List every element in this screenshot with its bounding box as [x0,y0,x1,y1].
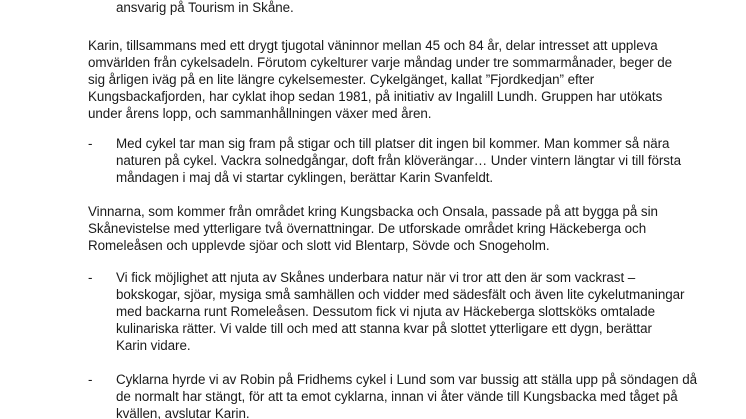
paragraph-line: omvärlden från cykelsadeln. Förutom cykelturer varje måndag under tre sommarmånader, beger de [88,55,673,70]
quote-line: kvällen, avslutar Karin. [116,406,250,419]
paragraph-line: under årens lopp, och sammanhållningen växer med åren. [88,106,432,121]
paragraph-line: sig årligen iväg på en lite längre cykelsemester. Cykelgänget, kallat ”Fjordkedjan” efter [88,72,595,87]
quote-line: de normalt har stängt, för att ta emot cyklarna, innan vi åter vände till Kungsbacka med tåget på [116,389,678,404]
quote-line: Cyklarna hyrde vi av Robin på Fridhems cykel i Lund som var bussig att ställa upp på söndagen då [116,372,697,387]
quote-continuation-line: ansvarig på Tourism in Skåne. [116,0,294,15]
list-dash: - [88,270,93,285]
paragraph-line: Kungsbackafjorden, har cyklat ihop sedan 1981, på initiativ av Ingalill Lundh. Gruppen har utökats [88,89,663,104]
quote-line: Vi fick möjlighet att njuta av Skånes underbara natur när vi tror att den är som vackrast – [116,270,636,285]
list-dash: - [88,372,93,387]
quote-line: måndagen i maj då vi startar cyklingen, berättar Karin Svanfeldt. [116,170,494,185]
paragraph-line: Romeleåsen och upplevde sjöar och slott vid Blentarp, Sövde och Snogeholm. [88,238,550,253]
quote-line: bokskogar, sjöar, mysiga små samhällen och vidder med sädesfält och även lite cykelutmaningar [116,287,685,302]
quote-line: med backarna runt Romeleåsen. Dessutom fick vi njuta av Häckeberga slottsköks omtalade [116,304,656,319]
quote-line: naturen på cykel. Vackra solnedgångar, doft från klöverängar… Under vintern längtar vi till första [116,153,681,168]
paragraph-line: Vinnarna, som kommer från området kring Kungsbacka och Onsala, passade på att bygga på sin [88,204,658,219]
quote-line: kulinariska rätter. Vi valde till och med att stanna kvar på slottet ytterligare ett dygn, berättar [116,321,652,336]
quote-line: Karin vidare. [116,338,191,353]
list-dash: - [88,136,93,151]
paragraph-line: Skånevistelse med ytterligare två övernattningar. De utforskade området kring Häckeberga och [88,221,647,236]
paragraph-line: Karin, tillsammans med ett drygt tjugotal väninnor mellan 45 och 84 år, delar intresset att uppleva [88,38,658,53]
quote-line: Med cykel tar man sig fram på stigar och till platser dit ingen bil kommer. Man kommer så nära [116,136,670,151]
